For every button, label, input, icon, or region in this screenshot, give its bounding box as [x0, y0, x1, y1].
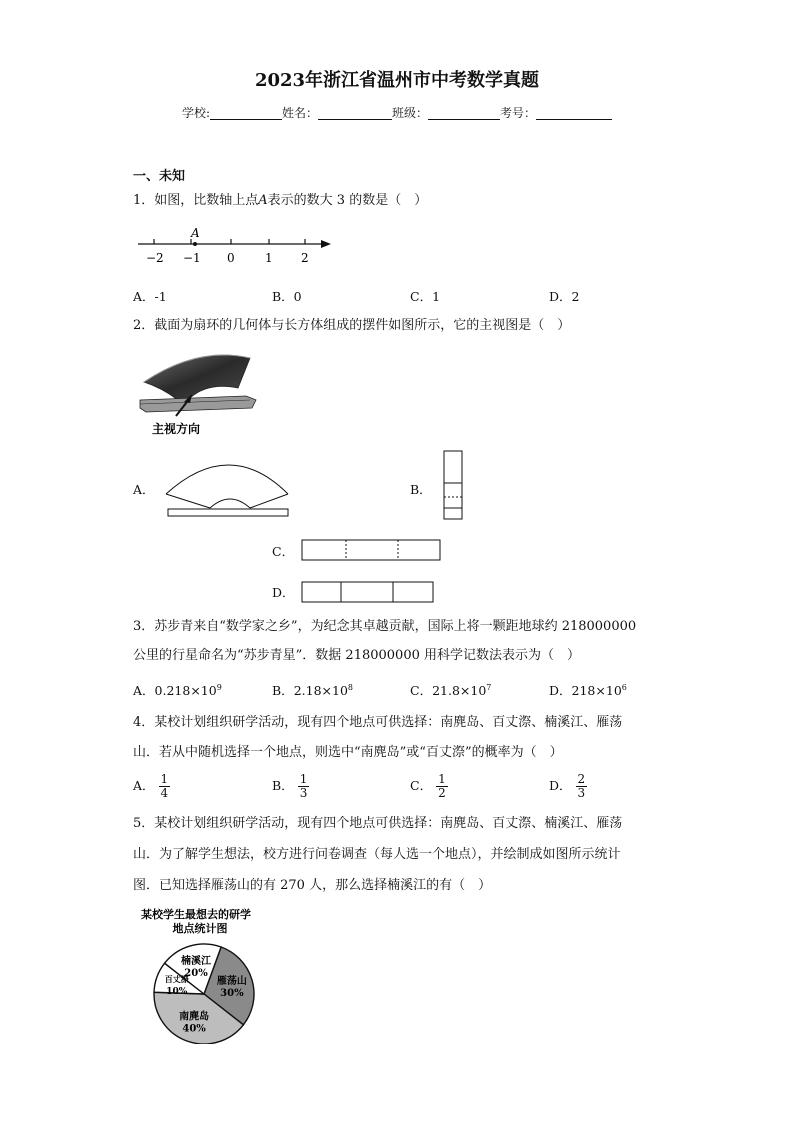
pie-value-label: 20%: [184, 968, 208, 980]
q5-pie-chart: [128, 904, 278, 1044]
axis-arrow-icon: [321, 240, 331, 248]
class-label: 班级：: [392, 106, 429, 120]
pie-category-label: 百丈漈: [164, 974, 189, 985]
pie-category-label: 南麂岛: [179, 1011, 210, 1023]
exam-no-field[interactable]: [536, 105, 612, 120]
pie-category-label: 雁荡山: [216, 976, 247, 988]
q1-option-b[interactable]: B．0: [272, 289, 302, 304]
pie-value-label: 30%: [220, 988, 244, 1000]
tick-label: 2: [301, 251, 309, 265]
q2-option-c-figure[interactable]: [300, 537, 444, 563]
q2-stem: 2．截面为扇环的几何体与长方体组成的摆件如图所示，它的主视图是（ ）: [133, 318, 571, 333]
q3-stem-line1: 3．苏步青来自“数学家之乡”，为纪念其卓越贡献，国际上将一颗距地球约 218000000: [133, 619, 637, 634]
school-field[interactable]: [210, 105, 282, 120]
q2-option-b-label[interactable]: B．: [410, 482, 432, 497]
section-heading: 一、未知: [133, 169, 186, 184]
tick-label: 1: [265, 251, 273, 265]
school-label: 学校:: [181, 106, 210, 120]
q2-option-d-figure[interactable]: [300, 579, 436, 605]
q4-option-c[interactable]: C． $\frac{1}{2}$: [410, 772, 446, 800]
point-a-label: A: [191, 226, 200, 240]
q3-option-c[interactable]: C．$21.8\times 10^7$: [410, 682, 492, 698]
q1-stem: [133, 192, 427, 210]
tick-label: −1: [183, 251, 201, 265]
q5-stem-line3: 图．已知选择雁荡山的有 270 人，那么选择楠溪江的有（ ）: [133, 878, 492, 893]
student-info-line: [0, 104, 794, 121]
q1-option-c[interactable]: C．1: [410, 289, 441, 304]
q2-option-b-figure[interactable]: [441, 449, 465, 523]
q3-option-d[interactable]: D．$218\times 10^6$: [549, 682, 627, 698]
q4-option-a[interactable]: A． $\frac{1}{4}$: [133, 772, 169, 800]
tick-label: −2: [146, 251, 164, 265]
q1-number-line: [133, 222, 343, 270]
chart-title-line-2: 地点统计图: [172, 922, 228, 935]
q2-option-c-label[interactable]: C．: [272, 544, 295, 559]
view-direction-label: 主视方向: [152, 422, 201, 436]
q1-point-var: A: [258, 193, 268, 208]
q4-stem-line1: 4．某校计划组织研学活动，现有四个地点可供选择：南麂岛、百丈漈、楠溪江、雁荡: [133, 715, 623, 730]
q5-stem-line1: 5．某校计划组织研学活动，现有四个地点可供选择：南麂岛、百丈漈、楠溪江、雁荡: [133, 816, 623, 831]
name-field[interactable]: [318, 105, 392, 120]
q3-stem-line2: 公里的行星命名为“苏步青星”．数据 218000000 用科学记数法表示为（ ）: [133, 648, 580, 663]
chart-title-line-1: 某校学生最想去的研学: [141, 908, 251, 921]
q2-option-d-label[interactable]: D．: [272, 585, 295, 600]
class-field[interactable]: [428, 105, 500, 120]
name-label: 姓名：: [282, 106, 319, 120]
q4-option-b[interactable]: B． $\frac{1}{3}$: [272, 772, 308, 800]
q2-option-a-label[interactable]: A．: [133, 482, 155, 497]
page-title: 2023年浙江省温州市中考数学真题: [254, 70, 540, 91]
q3-option-a[interactable]: A．$0.218\times 10^9$: [133, 682, 222, 698]
q1-stem-text: 1．如图，比数轴上点: [133, 193, 259, 208]
tick-label: 0: [227, 251, 235, 265]
pie-value-label: 10%: [166, 987, 188, 998]
exam-no-label: 考号：: [500, 106, 537, 120]
q1-stem-text-2: 表示的数大 3 的数是（ ）: [267, 193, 428, 208]
pie-category-label: 楠溪江: [181, 956, 212, 968]
q3-option-b[interactable]: B．$2.18\times 10^8$: [272, 682, 353, 698]
q5-stem-line2: 山．为了解学生想法，校方进行问卷调查（每人选一个地点），并绘制成如图所示统计: [133, 847, 621, 862]
q4-option-d[interactable]: D． $\frac{2}{3}$: [549, 772, 586, 800]
q4-stem-line2: 山．若从中随机选择一个地点，则选中“南麂岛”或“百丈漈”的概率为（ ）: [133, 745, 563, 760]
q2-option-a-figure[interactable]: [162, 454, 292, 520]
q2-object-figure: [138, 352, 262, 440]
pie-value-label: 40%: [182, 1023, 206, 1035]
q1-option-a[interactable]: A．-1: [133, 289, 167, 304]
point-a-dot: [193, 242, 197, 246]
q1-option-d[interactable]: D．2: [549, 289, 580, 304]
